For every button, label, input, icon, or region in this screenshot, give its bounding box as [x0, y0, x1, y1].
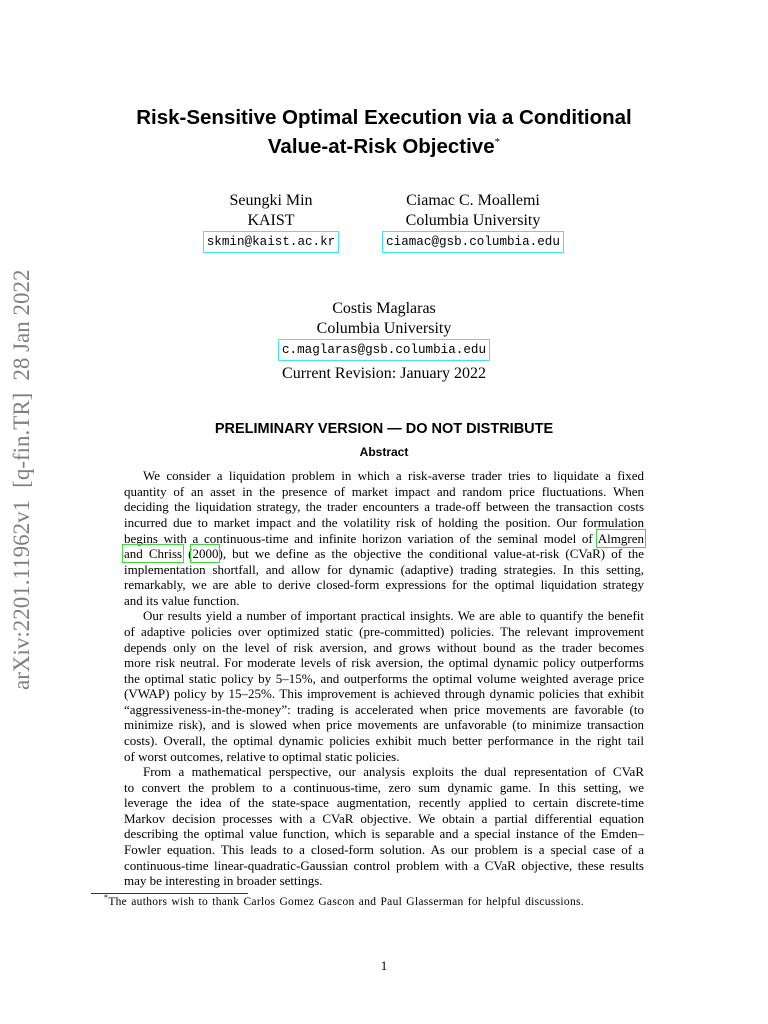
author-name: Ciamac C. Moallemi: [406, 192, 540, 209]
citation-link[interactable]: Almgren: [597, 530, 644, 546]
abstract-line: “aggressiveness-in-the-money”: trading is accelerated when price movements are favorable (to: [124, 701, 644, 717]
abstract-line: of adaptive policies over optimized static (pre-committed) policies. The relevant improvement: [124, 623, 644, 639]
abstract-line: and its value function.: [124, 592, 240, 608]
footnote-mark: *: [104, 893, 109, 903]
abstract-line: continuous-time linear-quadratic-Gaussian control problem with a CVaR objective, these results: [124, 857, 644, 873]
abstract-text-segment: ), but we define as the objective the conditional value-at-risk (CVaR) of the: [218, 546, 644, 562]
title-footnote-mark[interactable]: *: [494, 135, 501, 148]
abstract-line: Markov decision processes with a CVaR objective. We obtain a partial differential equation: [124, 810, 644, 826]
abstract-line: [124, 546, 644, 562]
abstract-line: leverage the idea of the state-space augmentation, recently applied to certain discrete-time: [124, 795, 644, 811]
abstract-line: remarkably, we are able to derive closed-form expressions for the optimal liquidation strategy: [124, 577, 644, 593]
author-3: [264, 299, 504, 361]
abstract-line: may be interesting in broader settings.: [124, 873, 323, 889]
author-email-link[interactable]: skmin@kaist.ac.kr: [203, 231, 339, 253]
abstract-line: to convert the problem to a continuous-time, zero sum dynamic game. In this setting, we: [124, 779, 644, 795]
author-name: Seungki Min: [229, 192, 313, 209]
abstract-line: depends only on the level of risk aversion, and grows without bound as the trader becomes: [124, 639, 644, 655]
revision-date: Current Revision: January 2022: [282, 365, 486, 382]
abstract-line: Our results yield a number of important practical insights. We are able to quantify the benefit: [143, 608, 644, 624]
abstract-line: of worst outcomes, relative to optimal static policies.: [124, 748, 400, 764]
abstract-line: (VWAP) policy by 15–25%. This improvement is achieved through dynamic policies that exhibit: [124, 686, 644, 702]
abstract-line: deciding the liquidation strategy, the trader encounters a trade-off between the transaction costs: [124, 499, 644, 515]
abstract-line: quantity of an asset in the presence of market impact and random price fluctuations. When: [124, 483, 644, 499]
abstract-line: We consider a liquidation problem in which a risk-averse trader tries to liquidate a fixed: [143, 468, 644, 484]
abstract-line: describing the optimal value function, which is separable and a special instance of the Emden–: [124, 826, 644, 842]
abstract-line: implementation shortfall, and allow for dynamic (adaptive) trading strategies. In this setting,: [124, 561, 644, 577]
paper-title: [0, 103, 768, 161]
title-line-2: [0, 132, 768, 161]
abstract-line: more risk neutral. For moderate levels of risk aversion, the optimal dynamic policy outperforms: [124, 655, 644, 671]
arxiv-stamp: [7, 270, 37, 691]
abstract-line: [124, 531, 644, 547]
abstract-line: incurred due to market impact and the volatility risk of holding the position. Our formulation: [124, 514, 644, 530]
footnote: [104, 895, 584, 909]
abstract-line: Fowler equation. This leads to a closed-form solution. As our problem is a special case of a: [124, 842, 644, 858]
preliminary-notice: PRELIMINARY VERSION — DO NOT DISTRIBUTE: [214, 421, 554, 437]
title-line-2-text: Value-at-Risk Objective: [267, 134, 495, 158]
author-2: [353, 191, 593, 253]
author-affiliation: KAIST: [247, 212, 295, 229]
author-affiliation: Columbia University: [405, 212, 541, 229]
abstract-body: [124, 468, 644, 889]
footnote-rule: [91, 893, 248, 894]
title-line-1: Risk-Sensitive Optimal Execution via a Conditional: [136, 105, 632, 129]
page-number: 1: [380, 958, 388, 973]
abstract-text-segment: (: [182, 546, 193, 562]
abstract-line: the optimal static policy by 5–15%, and outperforms the optimal volume weighted average price: [124, 670, 644, 686]
arxiv-category: [q-fin.TR]: [9, 392, 34, 488]
abstract-heading: Abstract: [359, 445, 409, 459]
abstract-line: costs). Overall, the optimal dynamic policies exhibit much better performance in the right tail: [124, 733, 644, 749]
abstract-line: From a mathematical perspective, our analysis exploits the dual representation of CVaR: [143, 764, 644, 780]
arxiv-date: 28 Jan 2022: [9, 269, 34, 381]
author-email-link[interactable]: ciamac@gsb.columbia.edu: [382, 231, 564, 253]
author-name: Costis Maglaras: [332, 300, 436, 317]
footnote-text: The authors wish to thank Carlos Gomez Gascon and Paul Glasserman for helpful discussions.: [108, 896, 584, 908]
citation-link[interactable]: and Chriss: [124, 546, 183, 562]
author-affiliation: Columbia University: [316, 320, 452, 337]
abstract-text-segment: begins with a continuous-time and infinite horizon variation of the seminal model of: [124, 530, 598, 546]
arxiv-id: arXiv:2201.11962v1: [9, 499, 34, 690]
abstract-line: minimize risk), and is slowed when price movements are unfavorable (to minimize transaction: [124, 717, 644, 733]
author-email-link[interactable]: c.maglaras@gsb.columbia.edu: [278, 339, 490, 361]
citation-link[interactable]: 2000: [192, 546, 219, 562]
